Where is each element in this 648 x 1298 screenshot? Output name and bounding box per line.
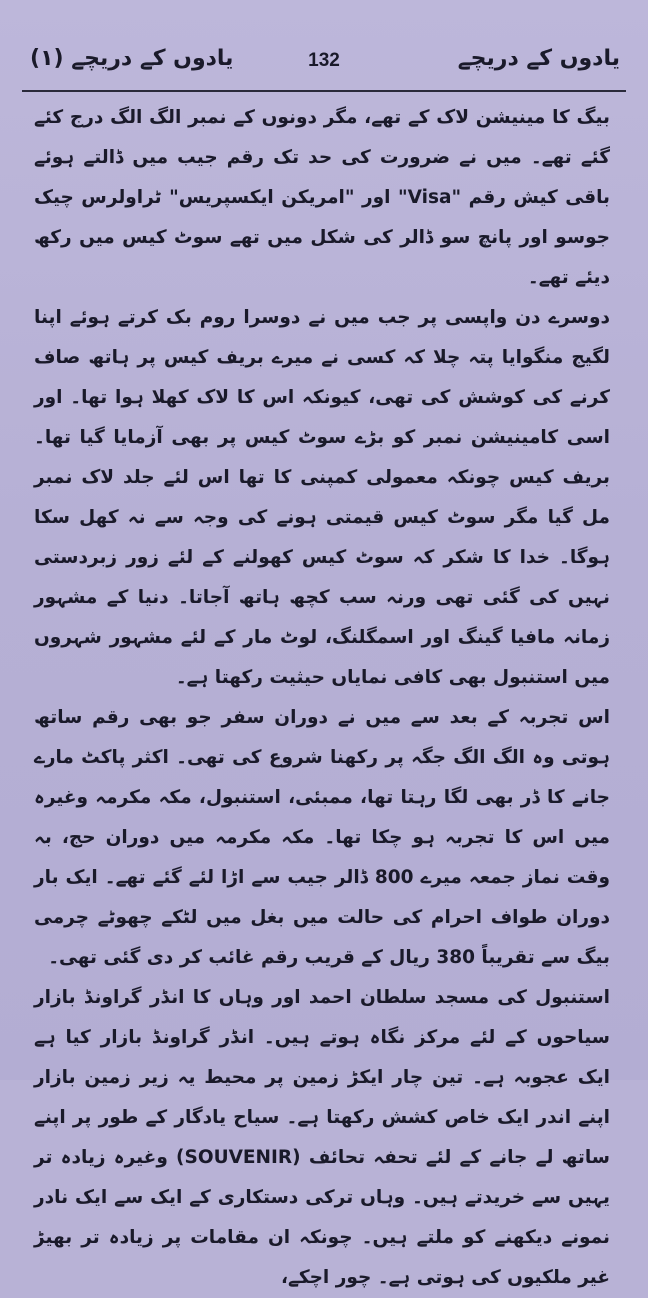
header-divider — [22, 90, 626, 92]
book-title-right: یادوں کے دریچے — [457, 46, 620, 71]
paragraph: استنبول کی مسجد سلطان احمد اور وہاں کا انڈر گراونڈ بازار سیاحوں کے لئے مرکز نگاہ ہوتے ہیں۔ انڈر گراونڈ بازار کیا ہے ایک عجوبہ ہے۔ تین چار ایکڑ زمین پر محیط یہ زیر زمین بازار اپنے اندر ایک خاص کشش رکھتا ہے۔ سیاح یادگار کے طور پر اپنے ساتھ لے جانے کے لئے تحفہ تحائف (SOUVENIR) وغیرہ زیادہ تر یہیں سے خریدتے ہیں۔ وہاں ترکی دستکاری کے ایک سے ایک نادر نمونے دیکھنے کو ملتے ہیں۔ چونکہ ان مقامات پر زیادہ تر بھیڑ غیر ملکیوں کی ہوتی ہے۔ چور اچکے، — [34, 987, 610, 1288]
book-title-left: یادوں کے دریچے (۱) — [30, 46, 234, 71]
page-body — [34, 98, 610, 1298]
paragraph: بیگ کا مینیشن لاک کے تھے، مگر دونوں کے نمبر الگ الگ درج کئے گئے تھے۔ میں نے ضرورت کی حد تک رقم جیب میں ڈالتے ہوئے باقی کیش رقم "Visa" اور "امریکن ایکسپریس" ٹراولرس چیک جوسو اور پانچ سو ڈالر کی شکل میں تھے سوٹ کیس میں رکھ دیئے تھے۔ — [34, 107, 610, 288]
page-header — [22, 38, 626, 88]
paragraph: اس تجربہ کے بعد سے میں نے دوران سفر جو بھی رقم ساتھ ہوتی وہ الگ الگ جگہ پر رکھنا شروع کی تھی۔ اکثر پاکٹ مارے جانے کا ڈر بھی لگا رہتا تھا، ممبئی، استنبول، مکہ مکرمہ وغیرہ میں اس کا تجربہ ہو چکا تھا۔ مکہ مکرمہ میں دوران حج، بہ وقت نماز جمعہ میرے 800 ڈالر جیب سے اڑا لئے گئے تھے۔ ایک بار دوران طواف احرام کی حالت میں بغل میں لٹکے چھوٹے چرمی بیگ سے تقریباً 380 ریال کے قریب رقم غائب کر دی گئی تھی۔ — [34, 707, 610, 968]
paragraph: دوسرے دن واپسی پر جب میں نے دوسرا روم بک کرتے ہوئے اپنا لگیج منگوایا پتہ چلا کہ کسی نے میرے بریف کیس پر ہاتھ صاف کرنے کی کوشش کی تھی، کیونکہ اس کا لاک کھلا ہوا تھا۔ اور اسی کامینیشن نمبر کو بڑے سوٹ کیس پر بھی آزمایا گیا تھا۔ بریف کیس چونکہ معمولی کمپنی کا تھا اس لئے جلد لاک نمبر مل گیا مگر سوٹ کیس قیمتی ہونے کی وجہ سے نہ کھل سکا ہوگا۔ خدا کا شکر کہ سوٹ کیس کھولنے کے لئے زور زبردستی نہیں کی گئی تھی ورنہ سب کچھ ہاتھ آجاتا۔ دنیا کے مشہور زمانہ مافیا گینگ اور اسمگلنگ، لوٹ مار کے لئے مشہور شہروں میں استنبول بھی کافی نمایاں حیثیت رکھتا ہے۔ — [34, 307, 610, 688]
page-number: 132 — [308, 50, 340, 71]
